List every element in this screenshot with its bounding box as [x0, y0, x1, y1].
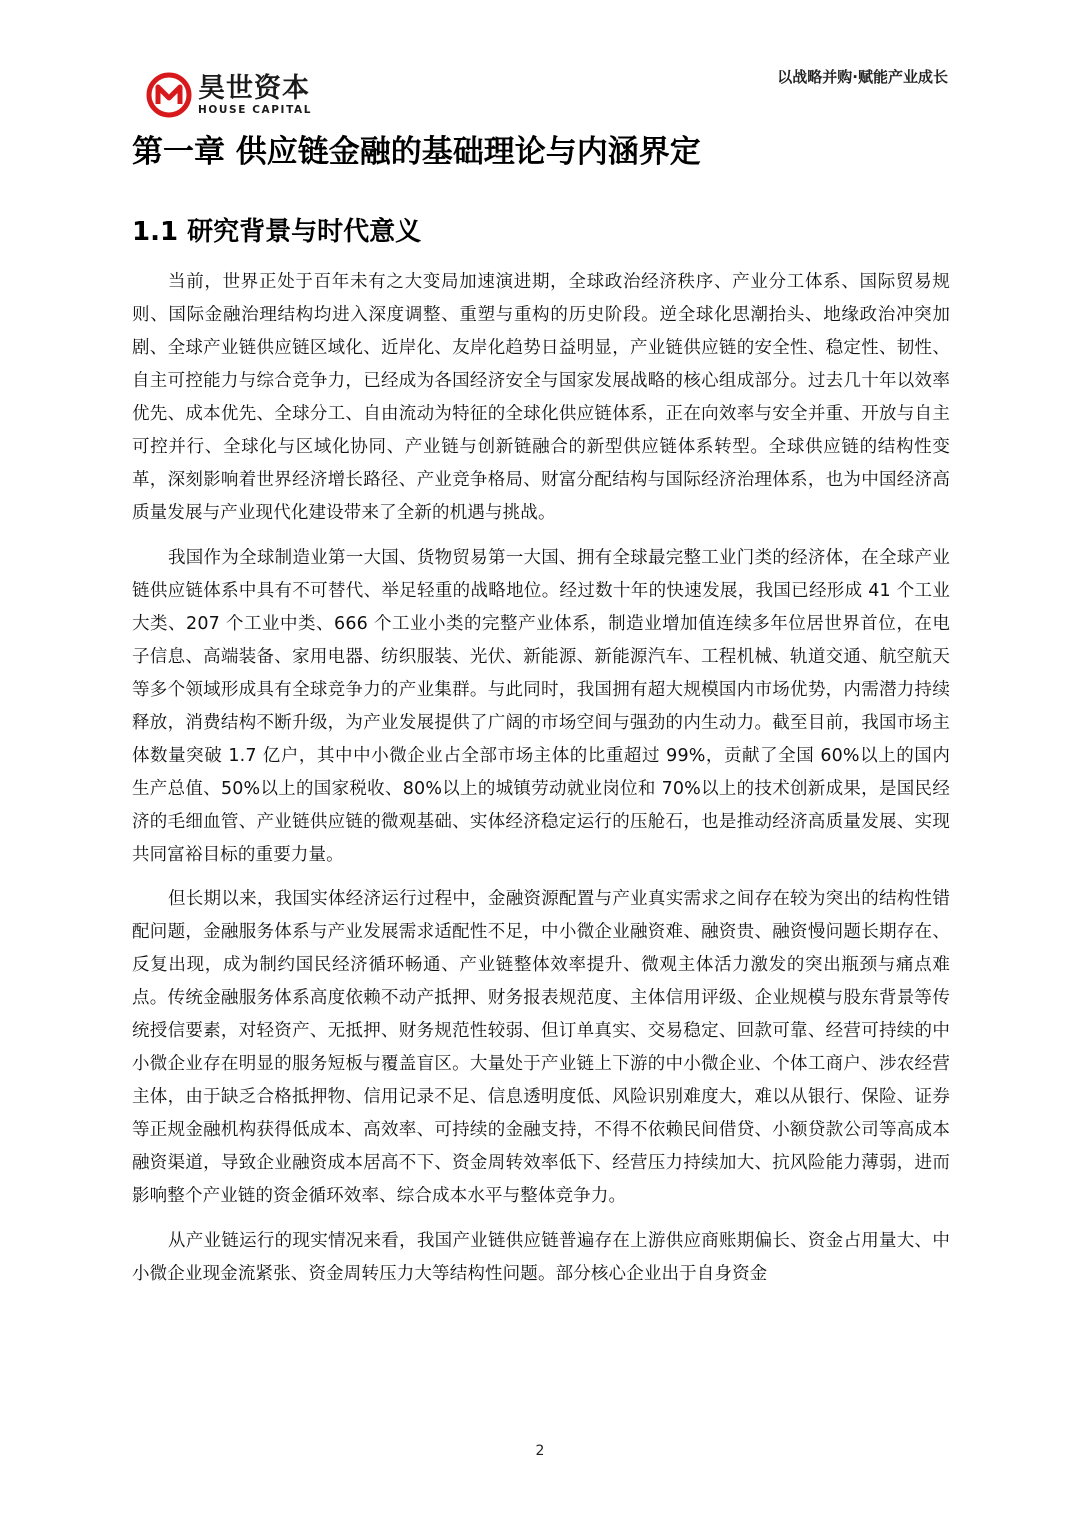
paragraph: 但长期以来，我国实体经济运行过程中，金融资源配置与产业真实需求之间存在较为突出的结构性错配问题，金融服务体系与产业发展需求适配性不足，中小微企业融资难、融资贵、融资慢问题长期存在、反复出现，成为制约国民经济循环畅通、产业链整体效率提升、微观主体活力激发的突出瓶颈与痛点难点。传统金融服务体系高度依赖不动产抵押、财务报表规范度、主体信用评级、企业规模与股东背景等传统授信要素，对轻资产、无抵押、财务规范性较弱、但订单真实、交易稳定、回款可靠、经营可持续的中小微企业存在明显的服务短板与覆盖盲区。大量处于产业链上下游的中小微企业、个体工商户、涉农经营主体，由于缺乏合格抵押物、信用记录不足、信息透明度低、风险识别难度大，难以从银行、保险、证券等正规金融机构获得低成本、高效率、可持续的金融支持，不得不依赖民间借贷、小额贷款公司等高成本融资渠道，导致企业融资成本居高不下、资金周转效率低下、经营压力持续加大、抗风险能力薄弱，进而影响整个产业链的资金循环效率、综合成本水平与整体竞争力。	[132, 889, 950, 1206]
paragraph: 我国作为全球制造业第一大国、货物贸易第一大国、拥有全球最完整工业门类的经济体，在全球产业链供应链体系中具有不可替代、举足轻重的战略地位。经过数十年的快速发展，我国已经形成 41 个工业大类、207 个工业中类、666 个工业小类的完整产业体系，制造业增加值连续多年位居世界首位，在电子信息、高端装备、家用电器、纺织服装、光伏、新能源、新能源汽车、工程机械、轨道交通、航空航天等多个领域形成具有全球竞争力的产业集群。与此同时，我国拥有超大规模国内市场优势，内需潜力持续释放，消费结构不断升级，为产业发展提供了广阔的市场空间与强劲的内生动力。截至目前，我国市场主体数量突破 1.7 亿户，其中中小微企业占全部市场主体的比重超过 99%，贡献了全国 60%以上的国内生产总值、50%以上的国家税收、80%以上的城镇劳动就业岗位和 70%以上的技术创新成果，是国民经济的毛细血管、产业链供应链的微观基础、实体经济稳定运行的压舱石，也是推动经济高质量发展、实现共同富裕目标的重要力量。	[132, 547, 950, 865]
paragraph: 从产业链运行的现实情况来看，我国产业链供应链普遍存在上游供应商账期偏长、资金占用量大、中小微企业现金流紧张、资金周转压力大等结构性问题。部分核心企业出于自身资金	[132, 1230, 950, 1284]
body-text	[132, 266, 950, 1302]
company-logo	[146, 70, 312, 120]
paragraph: 当前，世界正处于百年未有之大变局加速演进期，全球政治经济秩序、产业分工体系、国际贸易规则、国际金融治理结构均进入深度调整、重塑与重构的历史阶段。逆全球化思潮抬头、地缘政治冲突加剧、全球产业链供应链区域化、近岸化、友岸化趋势日益明显，产业链供应链的安全性、稳定性、韧性、自主可控能力与综合竞争力，已经成为各国经济安全与国家发展战略的核心组成部分。过去几十年以效率优先、成本优先、全球分工、自由流动为特征的全球化供应链体系，正在向效率与安全并重、开放与自主可控并行、全球化与区域化协同、产业链与创新链融合的新型供应链体系转型。全球供应链的结构性变革，深刻影响着世界经济增长路径、产业竞争格局、财富分配结构与国际经济治理体系，也为中国经济高质量发展与产业现代化建设带来了全新的机遇与挑战。	[132, 272, 950, 523]
page-number: 2	[535, 1443, 545, 1459]
house-capital-logo-icon	[146, 72, 192, 118]
header-slogan: 以战略并购·赋能产业成长	[777, 68, 948, 86]
logo-english-name: HOUSE CAPITAL	[198, 103, 313, 116]
section-title: 1.1 研究背景与时代意义	[132, 217, 422, 247]
logo-chinese-name: 昊世资本	[198, 72, 310, 104]
chapter-title: 第一章 供应链金融的基础理论与内涵界定	[132, 134, 701, 170]
logo-wordmark	[198, 74, 312, 117]
